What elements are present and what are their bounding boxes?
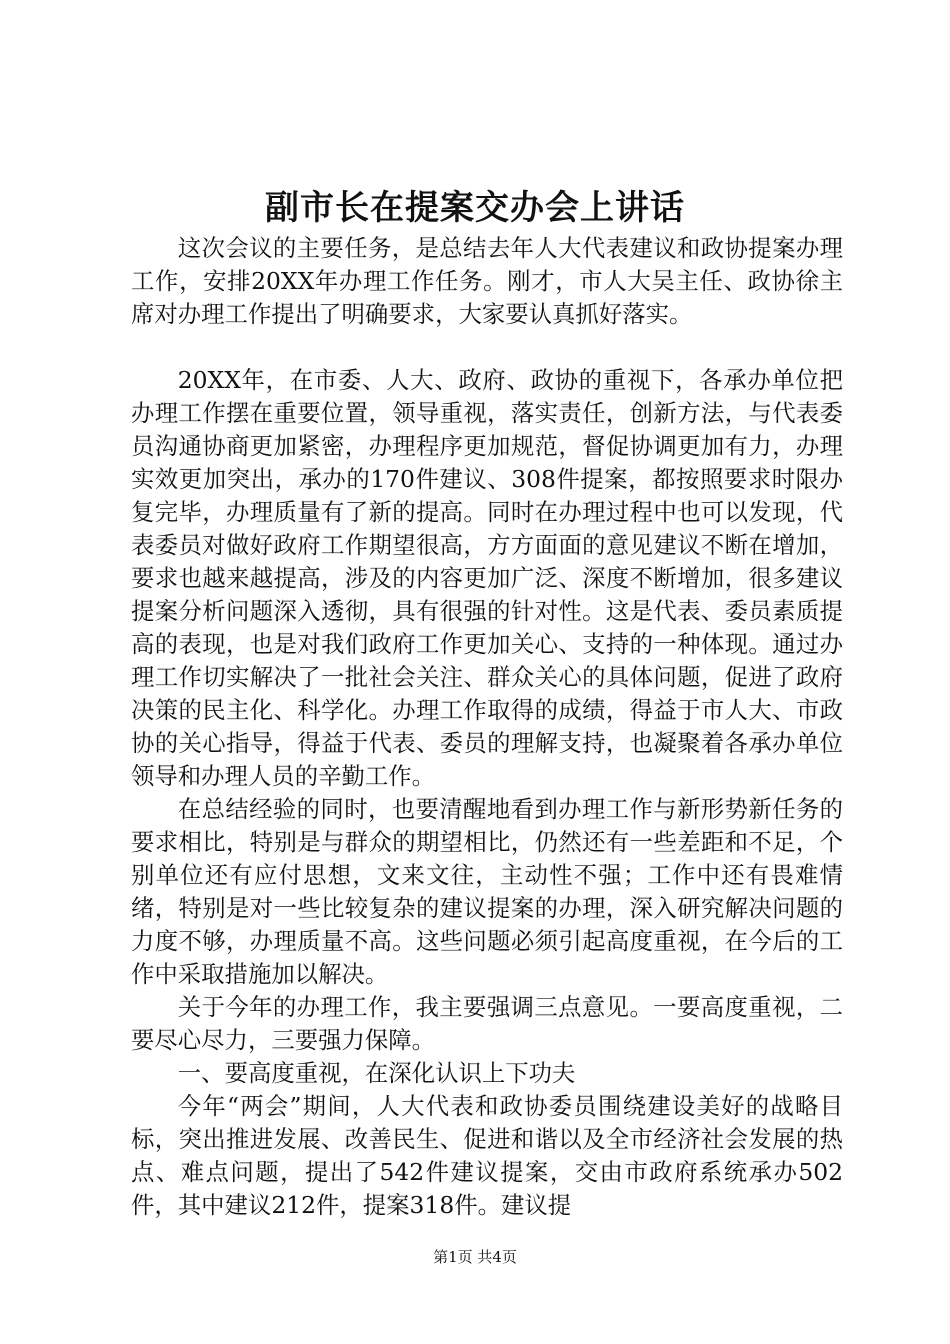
paragraph-this-year: 今年“两会”期间，人大代表和政协委员围绕建设美好的战略目标，突出推进发展、改善民生、促进和谐以及全市经济社会发展的热点、难点问题，提出了542件建议提案，交由市政府系统承办502件，其中建议212件，提案318件。建议提 xyxy=(131,1092,843,1219)
document-body xyxy=(131,232,843,1222)
document-title: 副市长在提案交办会上讲话 xyxy=(265,188,685,228)
section-heading-1: 一、要高度重视，在深化认识上下功夫 xyxy=(177,1059,576,1087)
paragraph-review: 20XX年，在市委、人大、政府、政协的重视下，各承办单位把办理工作摆在重要位置，领导重视，落实责任，创新方法，与代表委员沟通协商更加紧密，办理程序更加规范，督促协调更加有力，办理实效更加突出，承办的170件建议、308件提案，都按照要求时限办复完毕，办理质量有了新的提高。同时在办理过程中也可以发现，代表委员对做好政府工作期望很高，方方面面的意见建议不断在增加，要求也越来越提高，涉及的内容更加广泛、深度不断增加，很多建议提案分析问题深入透彻，具有很强的针对性。这是代表、委员素质提高的表现，也是对我们政府工作更加关心、支持的一种体现。通过办理工作切实解决了一批社会关注、群众关心的具体问题，促进了政府决策的民主化、科学化。办理工作取得的成绩，得益于市人大、市政协的关心指导，得益于代表、委员的理解支持，也凝聚着各承办单位领导和办理人员的辛勤工作。 xyxy=(131,366,843,790)
page-number: 第1页 共4页 xyxy=(433,1248,517,1266)
paragraph-intro: 这次会议的主要任务，是总结去年人大代表建议和政协提案办理工作，安排20XX年办理工作任务。刚才，市人大吴主任、政协徐主席对办理工作提出了明确要求，大家要认真抓好落实。 xyxy=(131,234,843,328)
paragraph-three-points: 关于今年的办理工作，我主要强调三点意见。一要高度重视，二要尽心尽力，三要强力保障。 xyxy=(131,993,843,1054)
paragraph-shortcomings: 在总结经验的同时，也要清醒地看到办理工作与新形势新任务的要求相比，特别是与群众的期望相比，仍然还有一些差距和不足，个别单位还有应付思想，文来文往，主动性不强；工作中还有畏难情绪，特别是对一些比较复杂的建议提案的办理，深入研究解决问题的力度不够，办理质量不高。这些问题必须引起高度重视，在今后的工作中采取措施加以解决。 xyxy=(131,795,843,988)
